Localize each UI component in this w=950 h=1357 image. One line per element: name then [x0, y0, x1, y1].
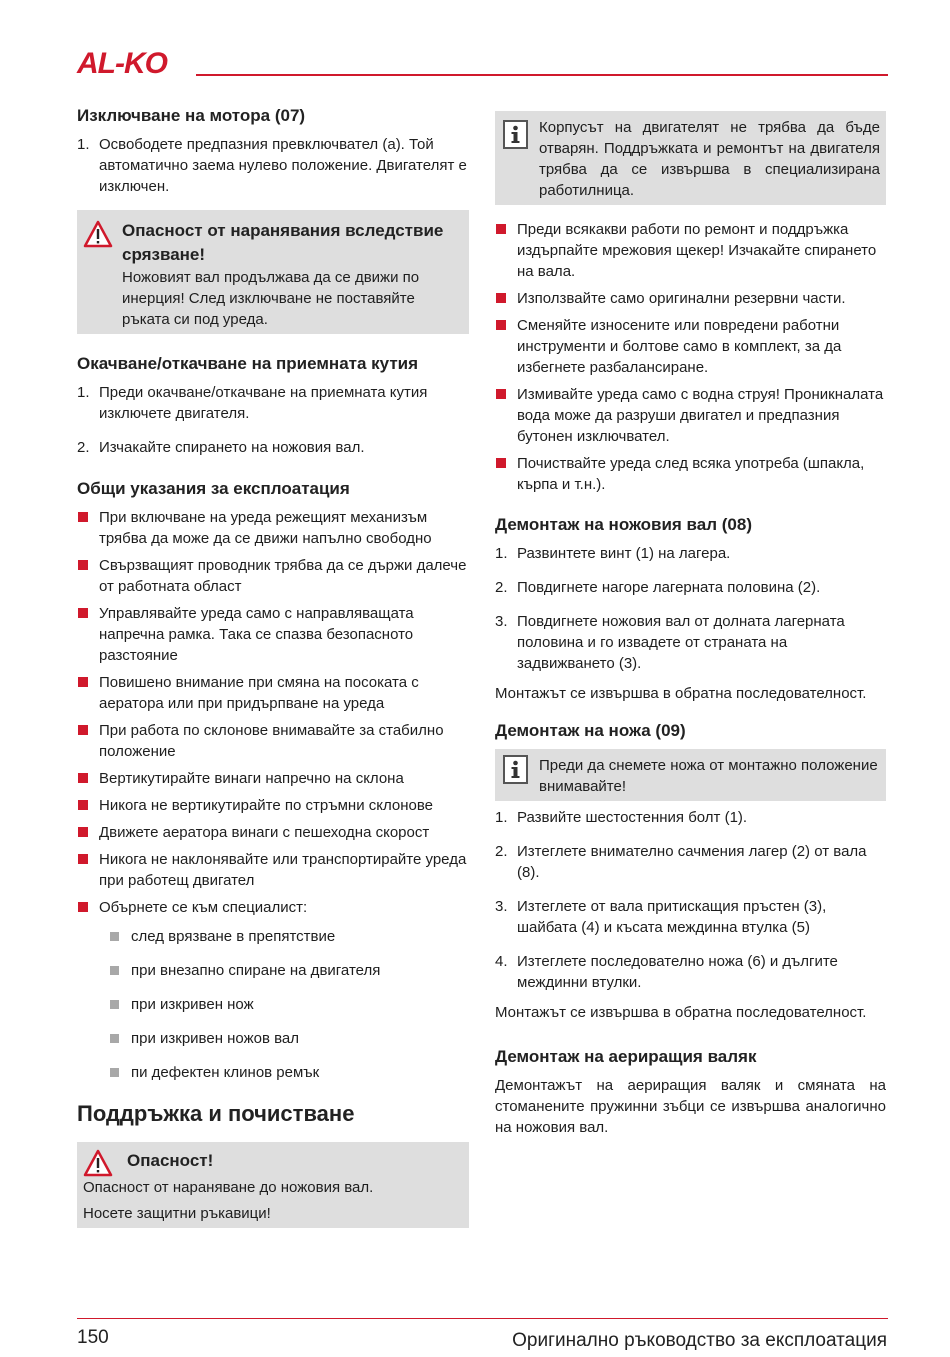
info-text: Корпусът на двигателят не трябва да бъде отварян. Поддръжката и ремонтът на двигателя трябва да се извършва в специализирана работилница. [539, 119, 880, 199]
list-item: Преди всякакви работи по ремонт и поддръжка издърпайте мрежовия щекер! Изчакайте спирането на вала. [495, 219, 886, 282]
sub-list-item: след врязване в препятствие [99, 926, 469, 947]
bullet [110, 1034, 119, 1043]
info-icon [503, 120, 528, 149]
header-rule [196, 74, 888, 76]
bullet [78, 725, 88, 735]
blade-steps [495, 807, 886, 993]
list-item: 1. Преди окачване/откачване на приемната кутия изключете двигателя. [77, 384, 428, 422]
danger-title: Опасност! [127, 1151, 214, 1170]
right-column [495, 111, 886, 1153]
bullet [78, 677, 88, 687]
bullet [78, 827, 88, 837]
warning-title: Опасност от наранявания вследствие срязване! [122, 221, 444, 264]
section-title-general: Общи указания за експлоатация [77, 479, 350, 498]
bullet [110, 932, 119, 941]
list-item: 4. Изтеглете последователно ножа (6) и дългите междинни втулки. [495, 953, 838, 991]
specialist-sublist [99, 926, 469, 1083]
bullet [496, 320, 506, 330]
list-item: Обърнете се към специалист: след врязване в препятствие при внезапно спиране на двигателя при изкривен нож при изкривен ножов вал пи дефектен клинов ремък [77, 897, 469, 1083]
blade-shaft-steps [495, 543, 886, 674]
bullet [78, 854, 88, 864]
list-item: 1. Освободете предпазния превключвател (a). Той автоматично заема нулево положение. Двигателят е изключен. [77, 136, 467, 195]
list-item: Измивайте уреда само с водна струя! Проникналата вода може да разруши двигател и предпазния бутонен изключвател. [495, 384, 886, 447]
danger-box [77, 1142, 469, 1228]
brand-logo: AL-KO [77, 47, 167, 80]
section-title-catcher: Окачване/откачване на приемната кутия [77, 354, 419, 373]
section-title-roller: Демонтаж на аериращия валяк [495, 1047, 757, 1066]
left-column [77, 104, 469, 1238]
list-item: Управлявайте уреда само с направляващата напречна рамка. Така се спазва безопасното разстояние [77, 603, 469, 666]
engine-off-steps [77, 134, 469, 197]
list-item: 2. Изчакайте спирането на ножовия вал. [77, 439, 365, 456]
list-item: Свързващият проводник трябва да се държи далече от работната област [77, 555, 469, 597]
section-title-engine-off: Изключване на мотора (07) [77, 106, 306, 125]
roller-text: Демонтажът на аериращия валяк и смяната на стоманените пружинни зъбци се извършва аналогично на ножовия вал. [495, 1077, 886, 1136]
bullet [496, 293, 506, 303]
bullet [110, 1000, 119, 1009]
list-item: 3. Повдигнете ножовия вал от долната лагерната половина и го извадете от страната на задвижването (3). [495, 613, 845, 672]
page-number: 150 [77, 1327, 109, 1348]
danger-line: Опасност от нараняване до ножовия вал. [83, 1179, 374, 1196]
list-item: Повишено внимание при смяна на посоката с аератора или при придърпване на уреда [77, 672, 469, 714]
sub-list-item: пи дефектен клинов ремък [99, 1062, 469, 1083]
sub-list-item: при изкривен ножов вал [99, 1028, 469, 1049]
list-item: Вертикутирайте винаги напречно на склона [77, 768, 469, 789]
sub-list-item: при изкривен нож [99, 994, 469, 1015]
bullet [78, 800, 88, 810]
assembly-note: Монтажът се извършва в обратна последователност. [495, 1004, 867, 1021]
section-title-blade-shaft: Демонтаж на ножовия вал (08) [495, 515, 752, 534]
sub-list-item: при внезапно спиране на двигателя [99, 960, 469, 981]
bullet [110, 1068, 119, 1077]
catcher-steps [77, 382, 469, 458]
warning-text: Ножовият вал продължава да се движи по инерция! След изключване не поставяйте ръката си под уреда. [122, 269, 420, 328]
bullet [78, 608, 88, 618]
main-section-title: Поддръжка и почистване [77, 1101, 355, 1126]
list-item: 1. Развинтете винт (1) на лагера. [495, 545, 731, 562]
list-item: Никога не вертикутирайте по стръмни склонове [77, 795, 469, 816]
list-item: Използвайте само оригинални резервни части. [495, 288, 886, 309]
info-icon [503, 755, 528, 784]
footer-rule [77, 1318, 888, 1319]
list-item: Почиствайте уреда след всяка употреба (шпакла, кърпа и т.н.). [495, 453, 886, 495]
assembly-note: Монтажът се извършва в обратна последователност. [495, 685, 867, 702]
info-box [495, 749, 886, 801]
info-text: Преди да снемете ножа от монтажно положение внимавайте! [539, 757, 878, 795]
bullet [496, 389, 506, 399]
info-box [495, 111, 886, 205]
warning-triangle-icon [83, 220, 113, 248]
bullet [496, 224, 506, 234]
maintenance-list [495, 219, 886, 495]
bullet [110, 966, 119, 975]
general-instructions-list [77, 507, 469, 1083]
list-item: При работа по склонове внимавайте за стабилно положение [77, 720, 469, 762]
list-item: 2. Повдигнете нагоре лагерната половина (2). [495, 579, 821, 596]
list-item: 1. Развийте шестостенния болт (1). [495, 809, 748, 826]
list-item: 3. Изтеглете от вала притискащия пръстен (3), шайбата (4) и късата междинна втулка (5) [495, 898, 827, 936]
bullet [78, 512, 88, 522]
bullet [78, 902, 88, 912]
list-item: Никога не наклонявайте или транспортирайте уреда при работещ двигател [77, 849, 469, 891]
list-item: 2. Изтеглете внимателно сачмения лагер (2) от вала (8). [495, 843, 867, 881]
bullet [78, 560, 88, 570]
footer-title: Оригинално ръководство за експлоатация [512, 1330, 887, 1351]
bullet [496, 458, 506, 468]
danger-line: Носете защитни ръкавици! [83, 1205, 271, 1222]
warning-triangle-icon [83, 1149, 113, 1177]
warning-box [77, 210, 469, 334]
list-item: Сменяйте износените или повредени работни инструменти и болтове само в комплект, за да избегнете разбалансиране. [495, 315, 886, 378]
bullet [78, 773, 88, 783]
section-title-blade: Демонтаж на ножа (09) [495, 721, 686, 740]
list-item: Движете аератора винаги с пешеходна скорост [77, 822, 469, 843]
list-item: При включване на уреда режещият механизъм трябва да може да се движи напълно свободно [77, 507, 469, 549]
